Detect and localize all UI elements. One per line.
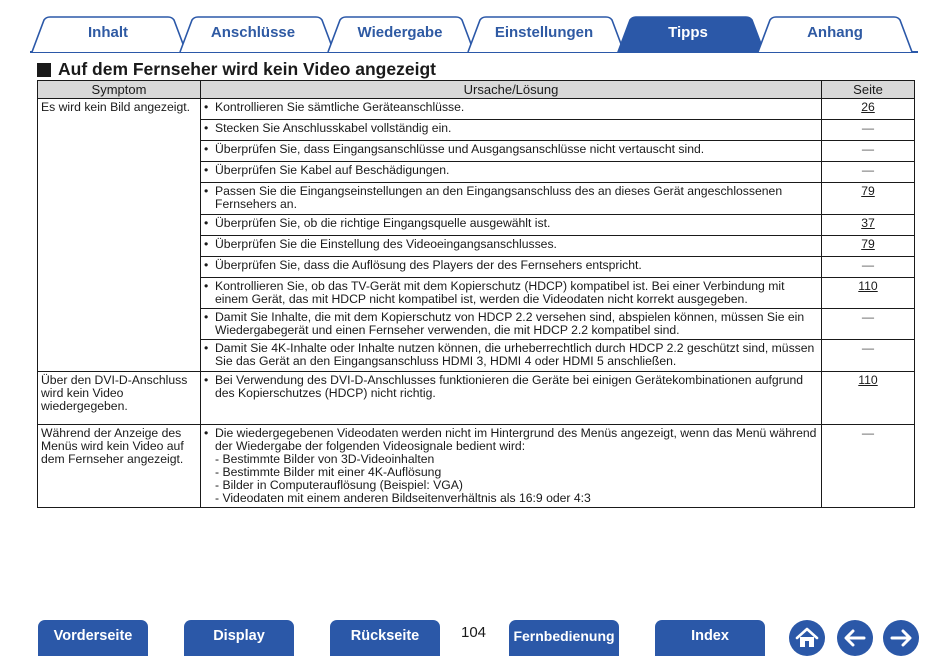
- tab-inhalt[interactable]: Inhalt: [88, 24, 128, 41]
- tab-einstellungen[interactable]: Einstellungen: [494, 24, 594, 41]
- sub-item: - Bestimmte Bilder mit einer 4K-Auflösung: [215, 465, 442, 479]
- cause-cell: • Überprüfen Sie Kabel auf Beschädigungen.: [201, 162, 822, 183]
- page-link[interactable]: 110: [822, 278, 915, 309]
- page-dash: —: [822, 425, 915, 508]
- tab-anschluesse[interactable]: Anschlüsse: [210, 24, 296, 41]
- cause-cell: • Überprüfen Sie, ob die richtige Eingangsquelle ausgewählt ist.: [201, 215, 822, 236]
- header-cause: Ursache/Lösung: [201, 81, 822, 99]
- cause-cell: • Kontrollieren Sie sämtliche Geräteanschlüsse.: [201, 99, 822, 120]
- table-row: [38, 372, 915, 425]
- cause-cell: • Überprüfen Sie die Einstellung des Videoeingangsanschlusses.: [201, 236, 822, 257]
- top-tab-bar: [30, 16, 918, 54]
- cause-cell: • Damit Sie Inhalte, die mit dem Kopierschutz von HDCP 2.2 versehen sind, abspielen können, müssen Sie ein Wiedergabegerät und einen Fernseher verwenden, die mit HDCP 2.2 kompatibel sind.: [201, 309, 822, 340]
- cause-cell: • Bei Verwendung des DVI-D-Anschlusses funktionieren die Geräte bei einigen Gerätekombinationen aufgrund des Kopierschutzes (HDCP) nicht richtig.: [201, 372, 822, 425]
- header-symptom: Symptom: [38, 81, 201, 99]
- table-header-row: [38, 81, 915, 99]
- tab-tipps[interactable]: Tipps: [668, 24, 708, 41]
- symptom-cell: Über den DVI-D-Anschluss wird kein Video wiedergegeben.: [38, 372, 201, 425]
- fernbedienung-button[interactable]: Fernbedienung: [509, 620, 619, 656]
- cause-cell: • Die wiedergegebenen Videodaten werden nicht im Hintergrund des Menüs angezeigt, wenn das Menü während der Wiedergabe der folgenden Videosignale bedient wird: - Bestimmte Bilder von 3D-Videoinhalten - Bestimmte Bilder mit einer 4K-Auflösung - Bilder in Computerauflösung (Beispiel: VGA) - Videodaten mit einem anderen Bildseitenverhältnis als 16:9 oder 4:3: [201, 425, 822, 508]
- page-number: 104: [461, 624, 487, 641]
- page-dash: —: [822, 309, 915, 340]
- page-dash: —: [822, 162, 915, 183]
- page-dash: —: [822, 340, 915, 372]
- sub-item: - Videodaten mit einem anderen Bildseitenverhältnis als 16:9 oder 4:3: [215, 491, 591, 505]
- forward-button[interactable]: [883, 620, 919, 656]
- sub-item: - Bilder in Computerauflösung (Beispiel: VGA): [215, 478, 463, 492]
- forward-arrow-icon: [888, 625, 914, 651]
- page-link[interactable]: 79: [822, 183, 915, 215]
- tab-wiedergabe[interactable]: Wiedergabe: [357, 24, 443, 41]
- page-dash: —: [822, 120, 915, 141]
- page-link[interactable]: 110: [822, 372, 915, 425]
- page-link[interactable]: 79: [822, 236, 915, 257]
- section-title: [37, 59, 436, 80]
- table-row: [38, 425, 915, 508]
- page-dash: —: [822, 257, 915, 278]
- cause-cell: • Damit Sie 4K-Inhalte oder Inhalte nutzen können, die urheberrechtlich durch HDCP 2.2 geschützt sind, müssen Sie das Gerät an den Eingangsanschluss HDMI 3, HDMI 4 oder HDMI 5 anschließen.: [201, 340, 822, 372]
- back-arrow-icon: [842, 625, 868, 651]
- page-dash: —: [822, 141, 915, 162]
- cause-cell: • Kontrollieren Sie, ob das TV-Gerät mit dem Kopierschutz (HDCP) kompatibel ist. Bei einer Verbindung mit einem Gerät, das mit HDCP nicht kompatibel ist, werden die Videodaten nicht korrekt ausgegeben.: [201, 278, 822, 309]
- back-button[interactable]: [837, 620, 873, 656]
- home-button[interactable]: [789, 620, 825, 656]
- square-icon: [37, 63, 51, 77]
- vorderseite-button[interactable]: Vorderseite: [38, 620, 148, 656]
- cause-cell: • Überprüfen Sie, dass die Auflösung des Players der des Fernsehers entspricht.: [201, 257, 822, 278]
- table-row: [38, 99, 915, 120]
- symptom-cell: Während der Anzeige des Menüs wird kein Video auf dem Fernseher angezeigt.: [38, 425, 201, 508]
- rueckseite-button[interactable]: Rückseite: [330, 620, 440, 656]
- display-button[interactable]: Display: [184, 620, 294, 656]
- symptom-cell: Es wird kein Bild angezeigt.: [38, 99, 201, 372]
- header-page: Seite: [822, 81, 915, 99]
- troubleshooting-table: [37, 80, 915, 508]
- index-button[interactable]: Index: [655, 620, 765, 656]
- sub-item: - Bestimmte Bilder von 3D-Videoinhalten: [215, 452, 435, 466]
- page-link[interactable]: 37: [822, 215, 915, 236]
- section-title-text: Auf dem Fernseher wird kein Video angezeigt: [58, 59, 436, 79]
- page-link[interactable]: 26: [822, 99, 915, 120]
- cause-cell: • Überprüfen Sie, dass Eingangsanschlüsse und Ausgangsanschlüsse nicht vertauscht sind.: [201, 141, 822, 162]
- tab-anhang[interactable]: Anhang: [807, 24, 863, 41]
- home-icon: [794, 625, 820, 651]
- cause-cell: • Passen Sie die Eingangseinstellungen an den Eingangsanschluss des an dieses Gerät angeschlossenen Fernsehers an.: [201, 183, 822, 215]
- cause-cell: • Stecken Sie Anschlusskabel vollständig ein.: [201, 120, 822, 141]
